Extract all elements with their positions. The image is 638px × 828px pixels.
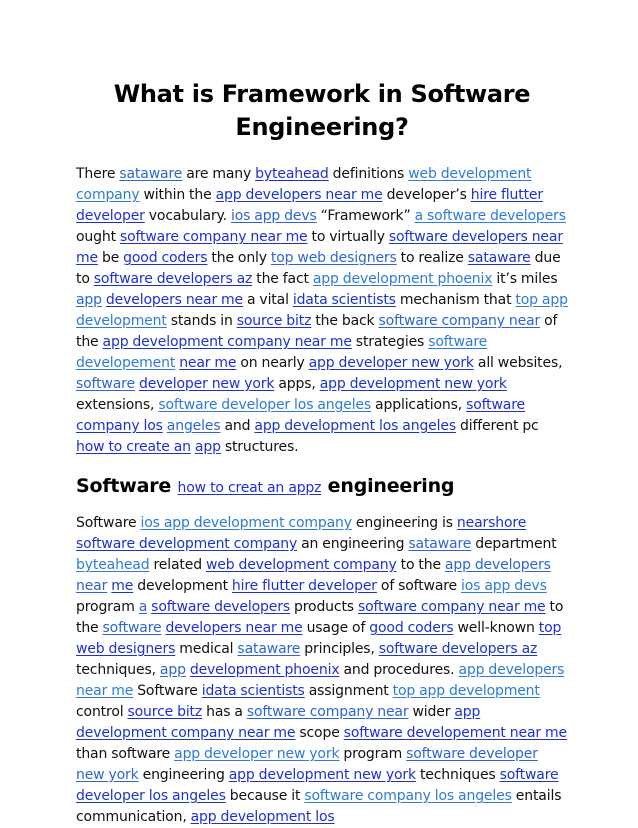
body-text: to virtually — [307, 229, 389, 245]
keyword-link[interactable]: app — [76, 292, 102, 308]
keyword-link[interactable]: good coders — [123, 250, 208, 266]
body-text: techniques — [415, 767, 500, 783]
keyword-link[interactable]: hire flutter developer — [231, 578, 377, 594]
keyword-link[interactable]: how to create an — [76, 439, 191, 455]
keyword-link[interactable]: app developers near me — [215, 187, 383, 203]
keyword-link[interactable]: software company near — [246, 704, 409, 720]
keyword-link[interactable]: idata scientists — [201, 683, 305, 699]
body-text: to the — [396, 557, 445, 573]
keyword-link[interactable]: software developer los angeles — [158, 397, 372, 413]
body-text: the back — [311, 313, 379, 329]
keyword-link[interactable]: app development los — [190, 809, 335, 825]
keyword-link[interactable]: source bitz — [236, 313, 312, 329]
body-text: techniques, — [76, 662, 160, 678]
body-text: and procedures. — [339, 662, 459, 678]
body-text: control — [76, 704, 128, 720]
body-text: because it — [225, 788, 305, 804]
keyword-link[interactable]: software developers az — [378, 641, 538, 657]
body-text: are many — [182, 166, 256, 182]
keyword-link[interactable]: angeles — [166, 418, 221, 434]
body-text: “Framework” — [316, 208, 415, 224]
body-text: vocabulary. — [144, 208, 231, 224]
body-text: stands in — [166, 313, 237, 329]
body-text: medical — [175, 641, 238, 657]
body-text: has a — [202, 704, 247, 720]
body-text: and — [220, 418, 255, 434]
keyword-link[interactable]: software company near me — [119, 229, 308, 245]
intro-paragraph — [76, 164, 568, 458]
keyword-link[interactable]: software company near me — [357, 599, 546, 615]
section-heading — [76, 472, 568, 502]
body-text: mechanism that — [395, 292, 516, 308]
keyword-link[interactable]: software developer new york — [76, 746, 538, 783]
keyword-link[interactable]: software developers — [151, 599, 290, 615]
keyword-link[interactable]: how to creat an appz — [177, 480, 322, 496]
body-text: engineering is — [351, 515, 457, 531]
body-text: due to — [76, 250, 561, 287]
keyword-link[interactable]: sataware — [119, 166, 183, 182]
keyword-link[interactable]: software company los angeles — [304, 788, 512, 804]
keyword-link[interactable]: hire flutter developer — [76, 187, 543, 224]
body-text: applications, — [371, 397, 467, 413]
keyword-link[interactable]: software developers near me — [76, 229, 563, 266]
keyword-link[interactable]: app development new york — [228, 767, 416, 783]
body-text: extensions, — [76, 397, 159, 413]
keyword-link[interactable]: nearshore software development company — [76, 515, 527, 552]
body-text: structures. — [220, 439, 299, 455]
body-text: products — [290, 599, 358, 615]
body-text: Software — [76, 475, 178, 497]
keyword-link[interactable]: app development los angeles — [254, 418, 456, 434]
keyword-link[interactable]: software company los — [76, 397, 526, 434]
body-text: usage of — [302, 620, 370, 636]
keyword-link[interactable]: a software developers — [414, 208, 566, 224]
keyword-link[interactable]: developer new york — [138, 376, 275, 392]
body-text: within the — [139, 187, 216, 203]
body-text: than software — [76, 746, 175, 762]
body-paragraph — [76, 513, 568, 828]
keyword-link[interactable]: app developer new york — [174, 746, 340, 762]
keyword-link[interactable]: idata scientists — [292, 292, 396, 308]
keyword-link[interactable]: software developement — [76, 334, 488, 371]
keyword-link[interactable]: sataware — [408, 536, 472, 552]
keyword-link[interactable]: top app development — [392, 683, 540, 699]
body-text: engineering — [321, 475, 455, 497]
keyword-link[interactable]: software developer los angeles — [76, 767, 559, 804]
keyword-link[interactable]: sataware — [237, 641, 301, 657]
keyword-link[interactable]: me — [111, 578, 134, 594]
keyword-link[interactable]: app — [194, 439, 221, 455]
body-text: of software — [376, 578, 462, 594]
keyword-link[interactable]: sataware — [467, 250, 531, 266]
keyword-link[interactable]: app development company near me — [102, 334, 352, 350]
body-text: wider — [408, 704, 455, 720]
body-text: it’s miles — [492, 271, 558, 287]
body-text: to the — [76, 599, 564, 636]
page-title: What is Framework in Software Engineering? — [113, 80, 531, 141]
body-text: different pc — [456, 418, 539, 434]
body-text: Software — [76, 515, 141, 531]
keyword-link[interactable]: app development phoenix — [312, 271, 493, 287]
body-text: definitions — [328, 166, 409, 182]
keyword-link[interactable]: ios app devs — [461, 578, 547, 594]
body-text: engineering — [138, 767, 229, 783]
keyword-link[interactable]: developers near me — [105, 292, 243, 308]
keyword-link[interactable]: a — [138, 599, 148, 615]
body-text: scope — [295, 725, 344, 741]
body-text: a vital — [243, 292, 293, 308]
body-text: developer’s — [382, 187, 471, 203]
body-text: department — [471, 536, 557, 552]
body-text: all websites, — [473, 355, 563, 371]
body-text: to realize — [396, 250, 468, 266]
body-text: There — [76, 166, 120, 182]
keyword-link[interactable]: web development company — [205, 557, 397, 573]
body-text: apps, — [274, 376, 320, 392]
body-text: strategies — [351, 334, 429, 350]
keyword-link[interactable]: developers near me — [165, 620, 303, 636]
keyword-link[interactable]: ios app development company — [140, 515, 352, 531]
body-text: principles, — [300, 641, 379, 657]
keyword-link[interactable]: good coders — [369, 620, 454, 636]
keyword-link[interactable]: app developers near me — [76, 662, 565, 699]
body-text: development — [133, 578, 232, 594]
body-text: ought — [76, 229, 120, 245]
keyword-link[interactable]: web development company — [76, 166, 532, 203]
keyword-link[interactable]: software developement near me — [343, 725, 567, 741]
keyword-link[interactable]: top web designers — [76, 620, 562, 657]
keyword-link[interactable]: app development company near me — [76, 704, 481, 741]
body-text: Software — [133, 683, 202, 699]
body-text: be — [97, 250, 124, 266]
keyword-link[interactable]: source bitz — [127, 704, 203, 720]
body-text: assignment — [304, 683, 393, 699]
keyword-link[interactable]: software company near — [378, 313, 541, 329]
keyword-link[interactable]: top app development — [76, 292, 568, 329]
keyword-link[interactable]: software — [76, 376, 135, 392]
keyword-link[interactable]: top web designers — [270, 250, 397, 266]
keyword-link[interactable]: app developers near — [76, 557, 551, 594]
body-text: related — [149, 557, 206, 573]
keyword-link[interactable]: app developer new york — [308, 355, 474, 371]
keyword-link[interactable]: app development new york — [319, 376, 507, 392]
keyword-link[interactable]: byteahead — [255, 166, 329, 182]
keyword-link[interactable]: byteahead — [76, 557, 150, 573]
keyword-link[interactable]: ios app devs — [230, 208, 317, 224]
body-text: on nearly — [236, 355, 309, 371]
keyword-link[interactable]: software — [102, 620, 162, 636]
body-text: an engineering — [297, 536, 409, 552]
body-text: of the — [76, 313, 558, 350]
body-text: the only — [207, 250, 271, 266]
body-text: the fact — [252, 271, 313, 287]
body-text: well-known — [453, 620, 539, 636]
keyword-link[interactable]: near me — [179, 355, 237, 371]
keyword-link[interactable]: development phoenix — [189, 662, 340, 678]
body-text: program — [76, 599, 139, 615]
keyword-link[interactable]: software developers az — [93, 271, 253, 287]
body-text: program — [339, 746, 407, 762]
keyword-link[interactable]: app — [159, 662, 186, 678]
body-text: entails communication, — [76, 788, 562, 825]
